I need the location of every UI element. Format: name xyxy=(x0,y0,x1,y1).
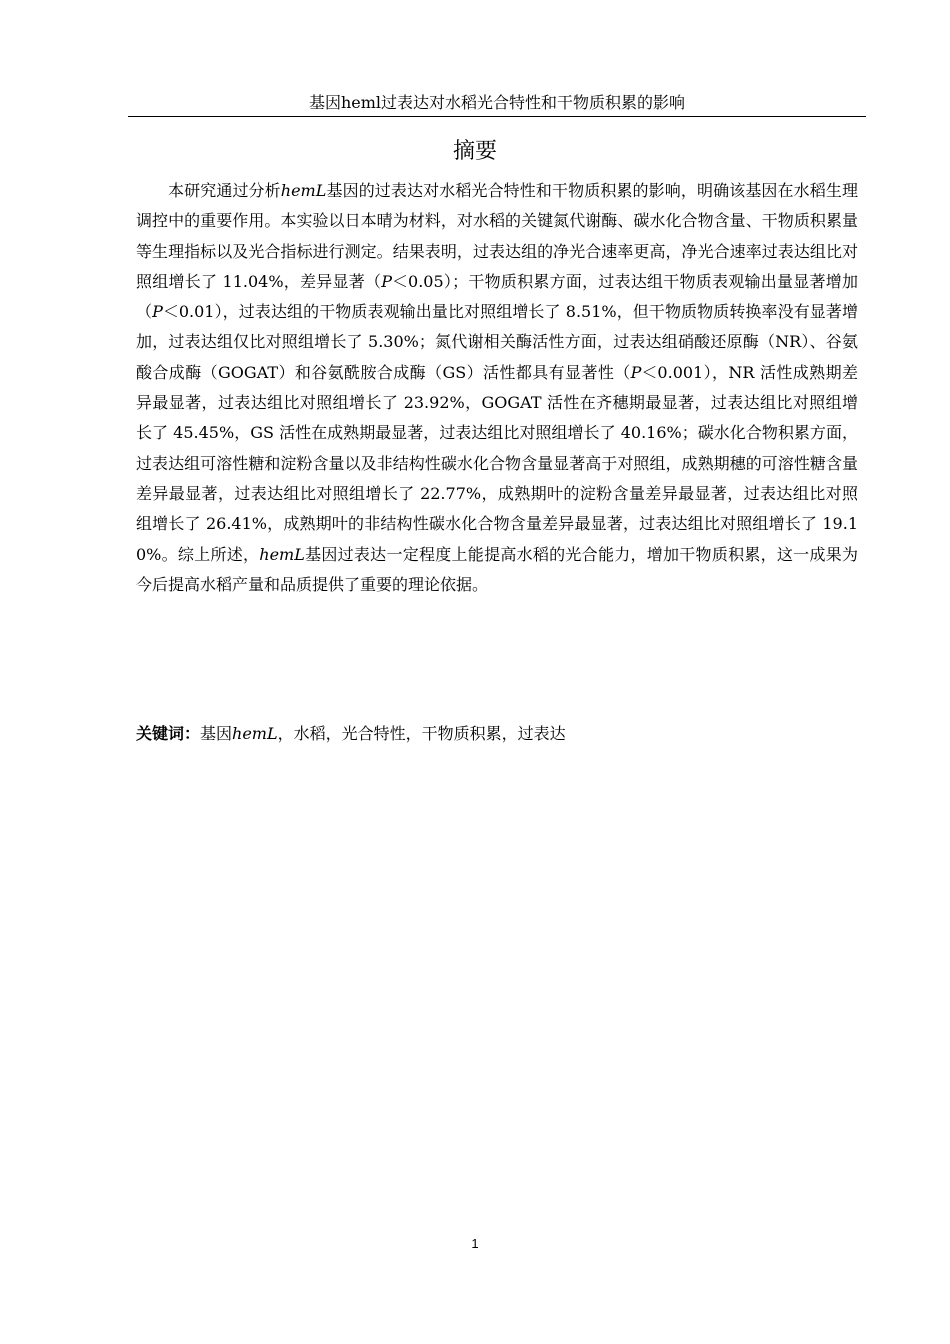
running-title: 基因heml过表达对水稻光合特性和干物质积累的影响 xyxy=(308,93,686,112)
keywords-line xyxy=(136,720,858,748)
gene-name: hemL xyxy=(259,544,305,564)
gene-name: hemL xyxy=(280,181,327,200)
page-number: 1 xyxy=(471,1236,479,1251)
keywords-prefix: 基因 xyxy=(200,724,233,743)
abstract-body xyxy=(136,176,858,600)
abstract-segment: 基因的过表达对水稻光合特性和干物质积累的影响，明确该基因在水稻生理调控中的重要作用。本实验以日本晴为材料，对水稻的关键氮代谢酶、碳水化合物含量、干物质积累量等生理指标以及光合指标进行测定。结果表明，过表达组的净光合速率更高，净光合速率过表达组比对照组增长了 11.04%，差异显著（ xyxy=(136,181,858,291)
abstract-title: 摘要 xyxy=(452,139,497,164)
keywords-label: 关键词： xyxy=(136,724,201,743)
abstract-segment: ＜0.01），过表达组的干物质表观输出量比对照组增长了 8.51%，但干物质物质转换率没有显著增加，过表达组仅比对照组增长了 5.30%；氮代谢相关酶活性方面，过表达组硝酸还原酶（NR）、谷氨酸合成酶（GOGAT）和谷氨酰胺合成酶（GS）活性都具有显著性（ xyxy=(136,302,858,382)
abstract-segment: 基因过表达一定程度上能提高水稻的光合能力，增加干物质积累，这一成果为今后提高水稻产量和品质提供了重要的理论依据。 xyxy=(136,544,858,594)
p-value-symbol: P xyxy=(381,271,393,291)
keywords-list: ，水稻，光合特性，干物质积累，过表达 xyxy=(277,724,566,743)
p-value-symbol: P xyxy=(152,302,163,322)
abstract-segment: 本研究通过分析 xyxy=(168,181,281,200)
running-header xyxy=(128,92,866,117)
p-value-symbol: P xyxy=(630,362,642,382)
keywords-gene: hemL xyxy=(232,724,278,743)
abstract-segment: ＜0.001），NR 活性成熟期差异最显著，过表达组比对照组增长了 23.92%，GOGAT 活性在齐穗期最显著，过表达组比对照组增长了 45.45%，GS 活性在成熟期最显著，过表达组比对照组增长了 40.16%；碳水化合物积累方面，过表达组可溶性糖和淀粉含量以及非结构性碳水化合物含量显著高于对照组，成熟期穗的可溶性糖含量差异最显著，过表达组比对照组增长了 22.77%，成熟期叶的淀粉含量差异最显著，过表达组比对照组增长了 26.41%，成熟期叶的非结构性碳水化合物含量差异最显著，过表达组比对照组增长了 19.10%。综上所述， xyxy=(136,362,858,564)
abstract-segment: ＜0.05）；干物质积累方面，过表达组干物质表观输出量显著增加（ xyxy=(136,271,858,322)
